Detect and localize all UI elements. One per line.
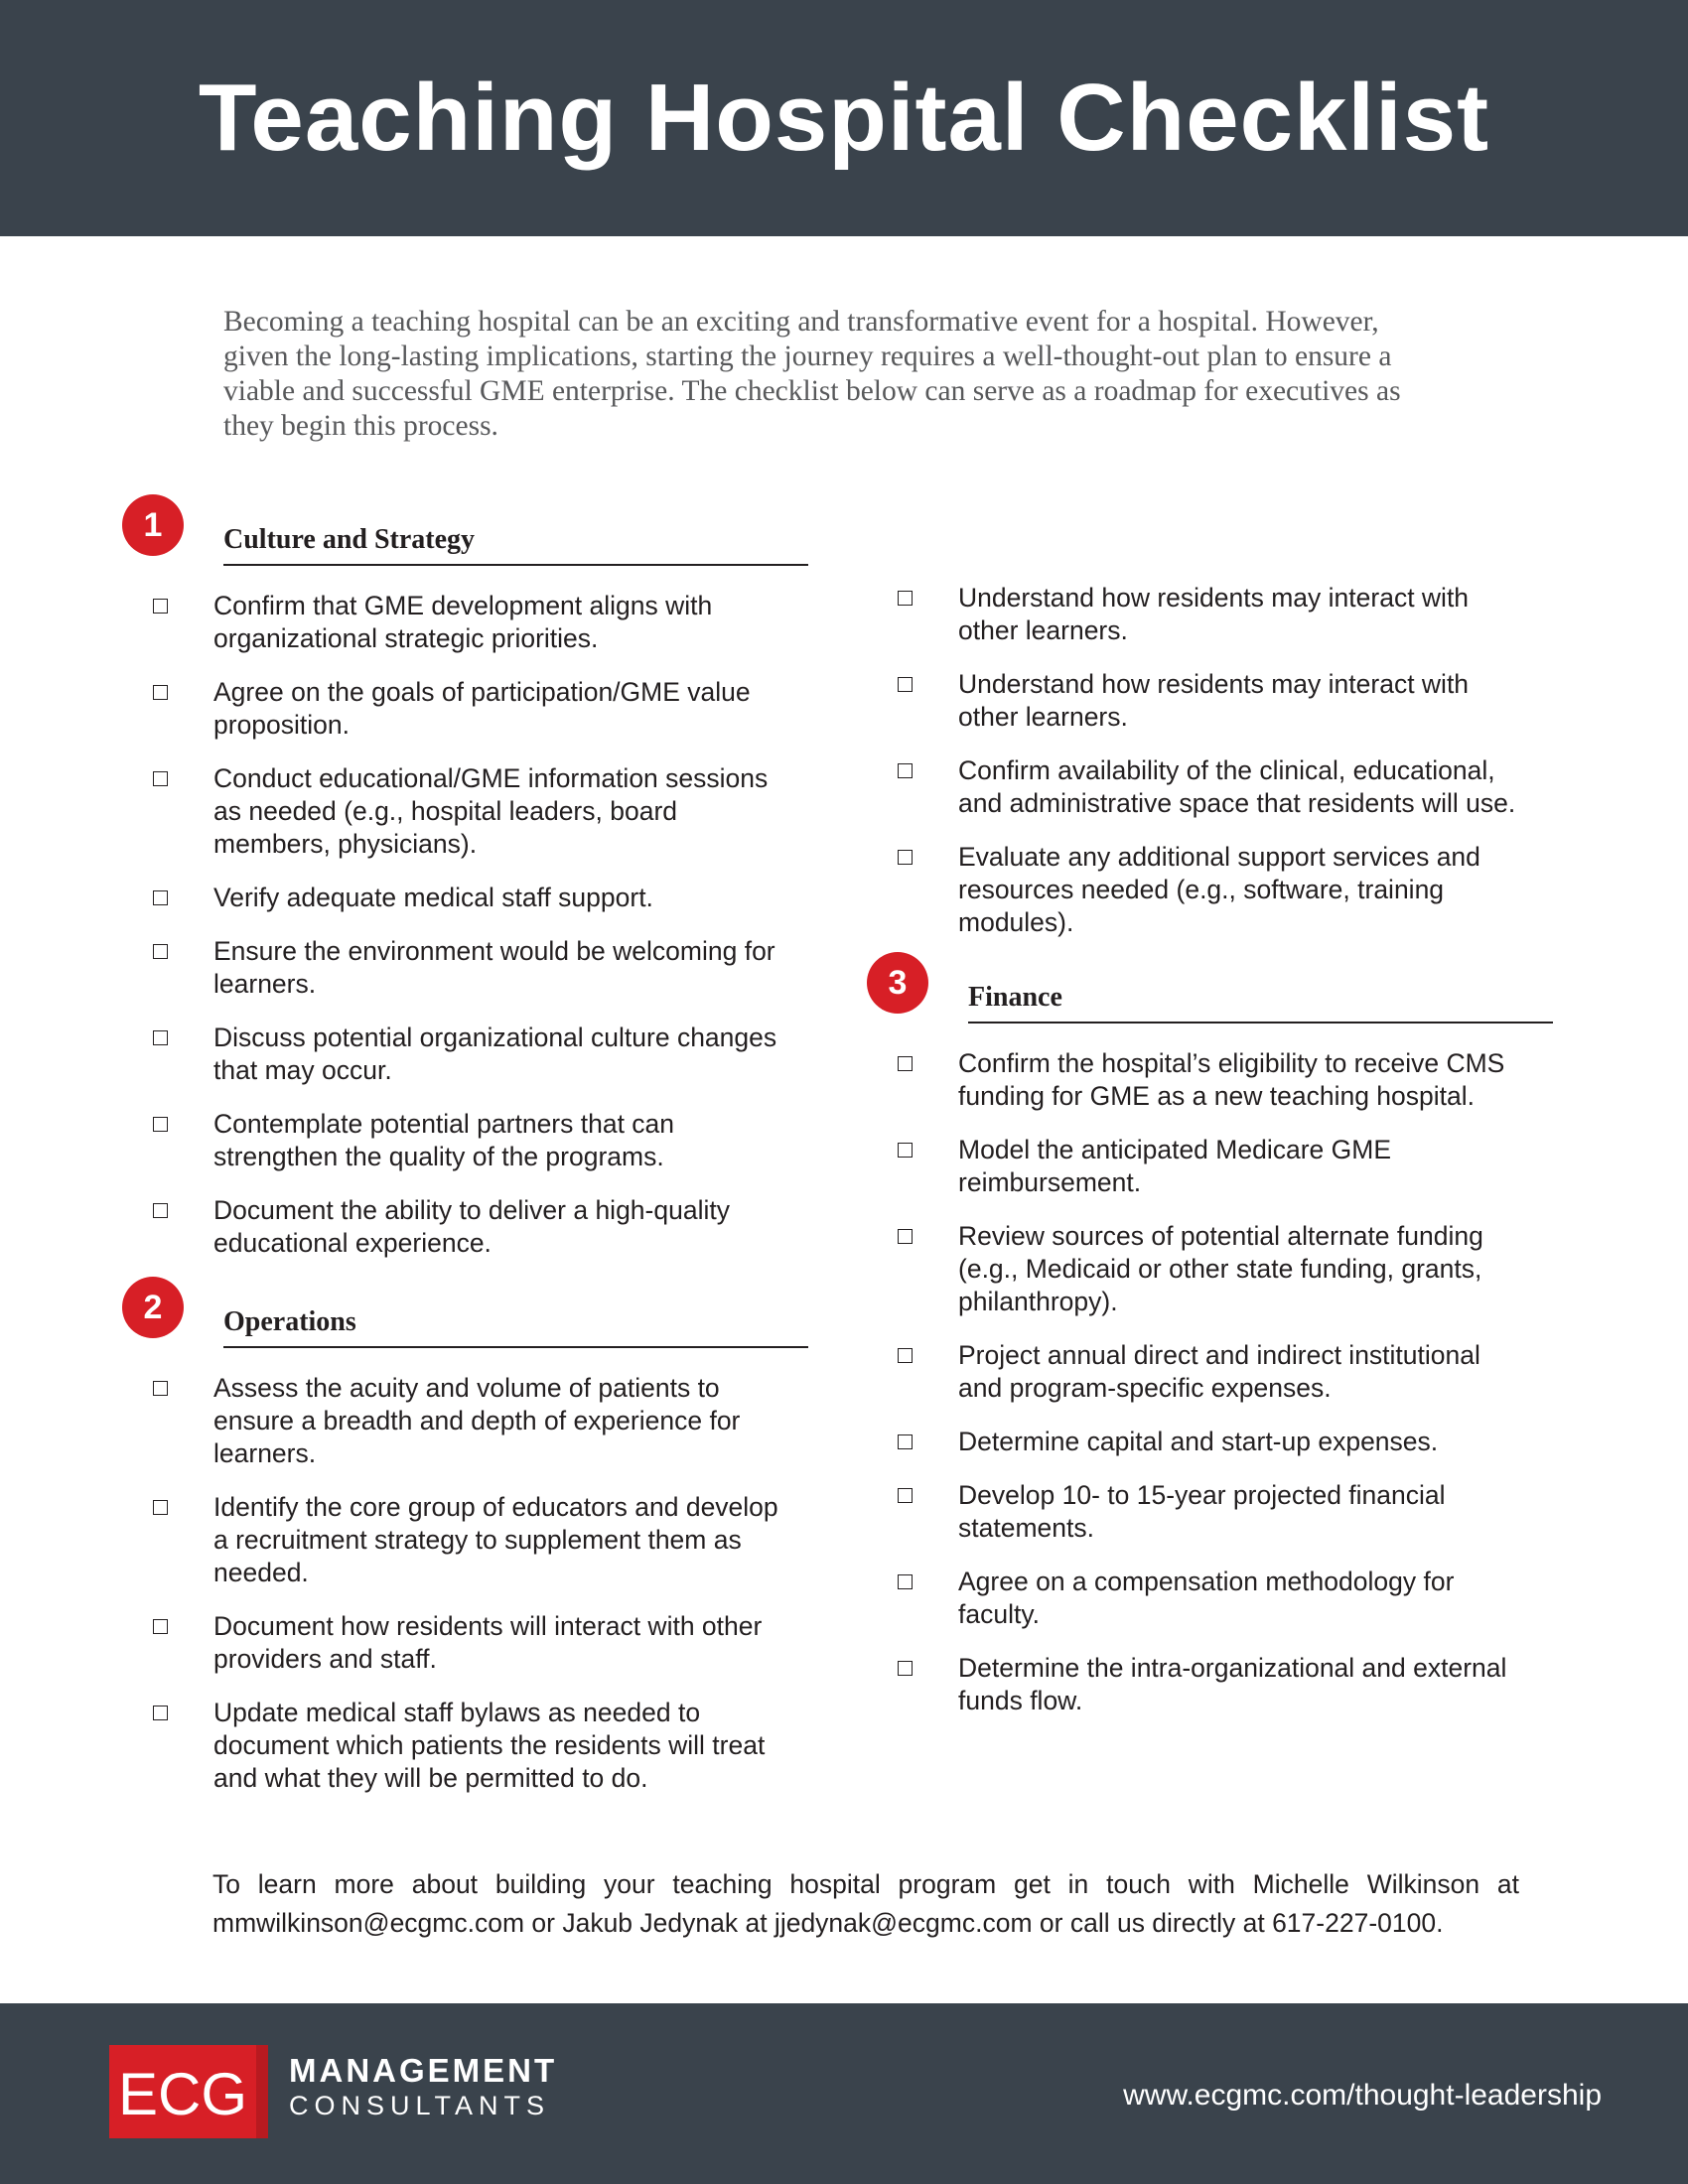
checklist-item-text: Ensure the environment would be welcoming for learners. xyxy=(213,936,775,999)
page-footer xyxy=(0,2003,1688,2184)
checklist-item-text: Agree on the goals of participation/GME value proposition. xyxy=(213,677,751,740)
intro-paragraph: Becoming a teaching hospital can be an exciting and transformative event for a hospital. However, given the long-lasting implications, starting the journey requires a well-thought-out plan to ensure a viable and successful GME enterprise. The checklist below can serve as a roadmap for executives as they begin this process. xyxy=(223,306,1401,442)
section-title: Finance xyxy=(968,982,1553,1024)
checklist-item xyxy=(109,1372,824,1470)
checkbox[interactable] xyxy=(898,1661,913,1676)
checkbox[interactable] xyxy=(898,850,913,865)
ecg-logo xyxy=(109,2045,268,2138)
checklist-item-text: Assess the acuity and volume of patients to ensure a breadth and depth of experience for learners. xyxy=(213,1373,741,1468)
checklist-item-text: Document the ability to deliver a high-quality educational experience. xyxy=(213,1195,730,1258)
logo-line-consultants: CONSULTANTS xyxy=(289,2091,551,2120)
checklist-operations-continued xyxy=(854,582,1569,939)
checklist-item xyxy=(109,1194,824,1260)
checkbox[interactable] xyxy=(898,1229,913,1244)
checkbox[interactable] xyxy=(153,771,168,786)
section-header-operations xyxy=(109,1288,824,1346)
checklist-item xyxy=(854,668,1569,734)
checkbox[interactable] xyxy=(898,1348,913,1363)
checklist-item-text: Project annual direct and indirect institutional and program-specific expenses. xyxy=(958,1340,1480,1403)
footer-url-link[interactable]: www.ecgmc.com/thought-leadership xyxy=(1123,2079,1602,2112)
checkbox[interactable] xyxy=(898,677,913,692)
checklist-item xyxy=(854,1426,1569,1458)
checklist-item xyxy=(109,882,824,914)
checkbox[interactable] xyxy=(153,1619,168,1634)
checklist-item xyxy=(854,1566,1569,1631)
left-column xyxy=(109,505,824,1816)
checklist-item xyxy=(109,1697,824,1795)
checklist-item xyxy=(109,762,824,861)
checkbox[interactable] xyxy=(153,1500,168,1515)
checklist-item-text: Develop 10- to 15-year projected financial statements. xyxy=(958,1480,1446,1543)
section-header-culture xyxy=(109,505,824,564)
page-title: Teaching Hospital Checklist xyxy=(198,65,1490,171)
checklist-item-text: Determine the intra-organizational and external funds flow. xyxy=(958,1653,1507,1715)
logo-wordmark xyxy=(289,2053,557,2122)
checkbox[interactable] xyxy=(898,1056,913,1071)
checkbox[interactable] xyxy=(153,890,168,905)
checklist-item xyxy=(854,1220,1569,1318)
checklist-item-text: Verify adequate medical staff support. xyxy=(213,883,653,912)
checkbox[interactable] xyxy=(898,1434,913,1449)
checklist-item xyxy=(854,582,1569,647)
checkbox[interactable] xyxy=(898,763,913,778)
checklist-item-text: Confirm that GME development aligns with organizational strategic priorities. xyxy=(213,591,713,653)
checklist-item xyxy=(854,1339,1569,1405)
checklist-item-text: Evaluate any additional support services and resources needed (e.g., software, training modules). xyxy=(958,842,1480,937)
checkbox[interactable] xyxy=(898,591,913,606)
checklist-item xyxy=(854,1479,1569,1545)
checklist-item xyxy=(109,676,824,742)
checklist-item-text: Determine capital and start-up expenses. xyxy=(958,1427,1439,1456)
checklist-item-text: Update medical staff bylaws as needed to document which patients the residents will treat and what they will be permitted to do. xyxy=(213,1698,766,1793)
checklist-item-text: Conduct educational/GME information sessions as needed (e.g., hospital leaders, board members, physicians). xyxy=(213,763,769,859)
checklist-item-text: Confirm the hospital’s eligibility to receive CMS funding for GME as a new teaching hospital. xyxy=(958,1048,1505,1111)
checklist-item-text: Document how residents will interact with other providers and staff. xyxy=(213,1611,763,1674)
checklist-item-text: Model the anticipated Medicare GME reimbursement. xyxy=(958,1135,1391,1197)
section-number-badge: 3 xyxy=(867,952,928,1014)
checklist-item-text: Agree on a compensation methodology for faculty. xyxy=(958,1567,1455,1629)
logo-line-management: MANAGEMENT xyxy=(289,2052,558,2089)
section-title: Operations xyxy=(223,1306,808,1348)
checklist-item xyxy=(109,935,824,1001)
checkbox[interactable] xyxy=(153,1706,168,1720)
checklist-item xyxy=(109,1610,824,1676)
checklist-culture xyxy=(109,590,824,1260)
section-number-badge: 2 xyxy=(122,1277,184,1338)
checklist-item-text: Understand how residents may interact with other learners. xyxy=(958,583,1470,645)
checkbox[interactable] xyxy=(153,1203,168,1218)
checklist-item xyxy=(854,1652,1569,1717)
section-number-badge: 1 xyxy=(122,494,184,556)
checklist-item-text: Confirm availability of the clinical, educational, and administrative space that residents will use. xyxy=(958,755,1516,818)
checklist-item xyxy=(109,590,824,655)
checklist-item-text: Review sources of potential alternate funding (e.g., Medicaid or other state funding, grants, philanthropy). xyxy=(958,1221,1483,1316)
checklist-item xyxy=(854,754,1569,820)
checkbox[interactable] xyxy=(153,1030,168,1045)
checklist-item xyxy=(854,1047,1569,1113)
checklist-item-text: Discuss potential organizational culture changes that may occur. xyxy=(213,1023,777,1085)
logo-mark-text: ECG xyxy=(117,2061,248,2127)
checklist-item xyxy=(854,841,1569,939)
checkbox[interactable] xyxy=(153,685,168,700)
checkbox[interactable] xyxy=(898,1488,913,1503)
checklist-item xyxy=(854,1134,1569,1199)
checklist-item xyxy=(109,1022,824,1087)
section-title: Culture and Strategy xyxy=(223,524,808,566)
checkbox[interactable] xyxy=(898,1574,913,1589)
checklist-item-text: Identify the core group of educators and develop a recruitment strategy to supplement them as needed. xyxy=(213,1492,778,1587)
checklist-operations xyxy=(109,1372,824,1795)
checkbox[interactable] xyxy=(153,1381,168,1396)
checkbox[interactable] xyxy=(153,1117,168,1132)
checkbox[interactable] xyxy=(153,944,168,959)
right-column xyxy=(854,582,1569,1738)
section-header-finance xyxy=(854,963,1569,1022)
checklist-item xyxy=(109,1491,824,1589)
contact-paragraph: To learn more about building your teaching hospital program get in touch with Michelle Wilkinson at mmwilkinson@ecgmc.com or Jakub Jedynak at jjedynak@ecgmc.com or call us directly at 617-227-0100. xyxy=(212,1869,1519,1938)
checklist-item-text: Understand how residents may interact with other learners. xyxy=(958,669,1470,732)
checkbox[interactable] xyxy=(153,599,168,614)
checklist-item-text: Contemplate potential partners that can strengthen the quality of the programs. xyxy=(213,1109,675,1171)
checklist-item xyxy=(109,1108,824,1173)
checklist-finance xyxy=(854,1047,1569,1717)
checkbox[interactable] xyxy=(898,1143,913,1158)
page-header xyxy=(0,0,1688,236)
